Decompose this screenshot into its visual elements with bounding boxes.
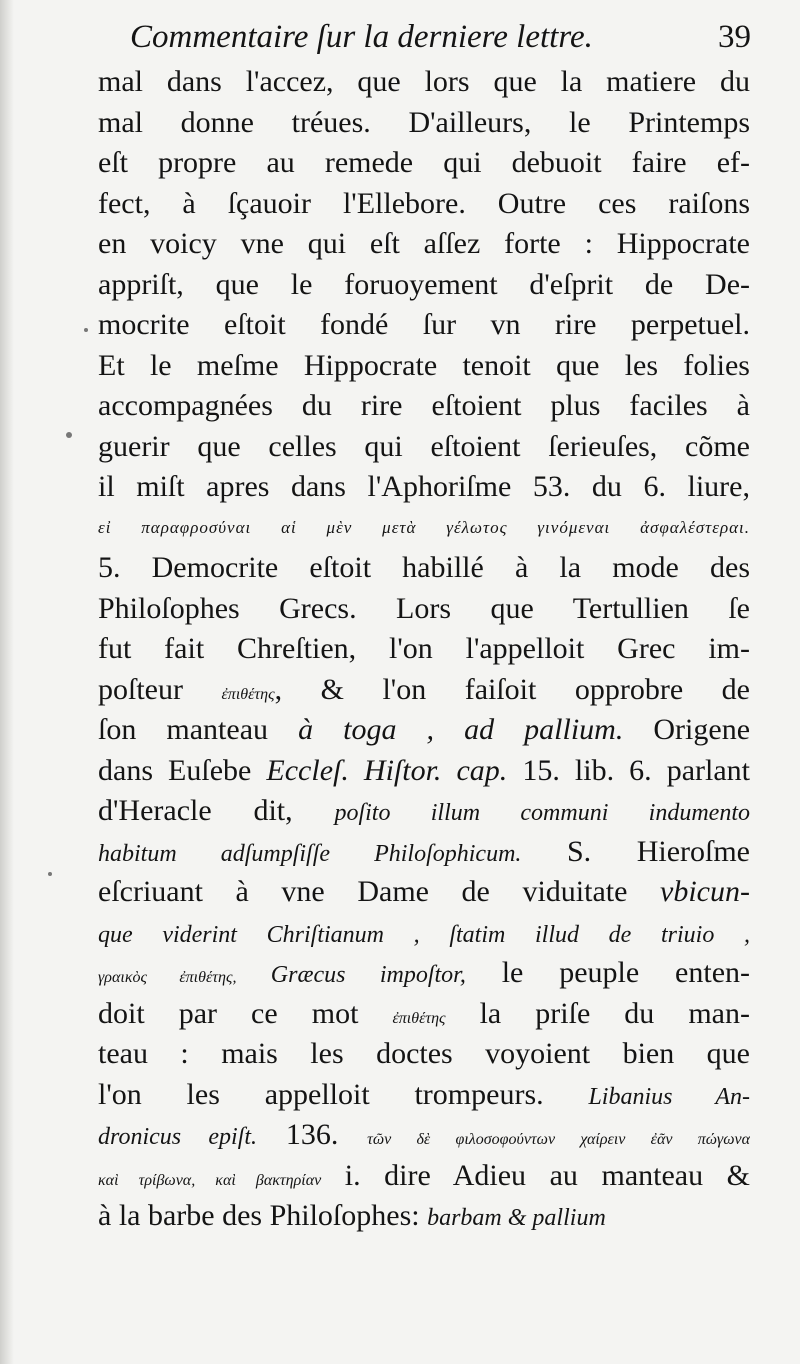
text-line: mocrite eſtoit fondé ſur vn rire perpetuel.	[98, 308, 750, 341]
page-gutter-shadow	[0, 0, 14, 1364]
text-line: fect, à ſçauoir l'Ellebore. Outre ces raiſons	[98, 186, 750, 220]
latin-phrase: à toga , ad pallium.	[298, 713, 624, 746]
greek-quotation-line: εἰ παραφροσύναι αἱ μὲν μετὰ γέλωτος γινόμεναι ἀσφαλέστεραι.	[98, 517, 750, 537]
text-line: καὶ τρίβωνα, καὶ βακτηρίαν i. dire Adieu au manteau &	[98, 1158, 750, 1192]
running-header	[130, 14, 765, 60]
text-line: à la barbe des Philoſophes: barbam & pallium	[98, 1199, 606, 1232]
citation: dronicus epiſt.	[98, 1124, 258, 1150]
text-line: ſon manteau à toga , ad pallium. Origene	[98, 713, 750, 746]
text-line: doit par ce mot ἐπιθέτης la priſe du man-	[98, 996, 750, 1030]
ink-speck	[48, 872, 52, 876]
text-line: il miſt apres dans l'Aphoriſme 53. du 6. liure,	[98, 470, 750, 503]
text-line: poſteur ἐπιθέτης, & l'on faiſoit opprobre de	[98, 672, 750, 706]
text-line: l'on les appelloit trompeurs. Libanius An-	[98, 1077, 750, 1111]
citation: Libanius An-	[588, 1083, 750, 1110]
text-line: appriſt, que le foruoyement d'eſprit de De-	[98, 267, 750, 301]
latin-phrase: vbicun-	[660, 875, 750, 908]
text-line: eſcriuant à vne Dame de viduitate vbicun-	[98, 875, 750, 908]
text-line: habitum adſumpſiſſe Philoſophicum. S. Hieroſme	[98, 834, 750, 868]
greek-word: τῶν δὲ φιλοσοφούντων χαίρειν ἐᾶν πώγωνα	[367, 1131, 750, 1148]
text-line: dans Euſebe Eccleſ. Hiſtor. cap. 15. lib. 6. parlant	[98, 753, 750, 787]
greek-word: ἐπιθέτης	[392, 1009, 446, 1027]
running-title: Commentaire ſur la derniere lettre.	[130, 19, 593, 55]
text-line: d'Heracle dit, poſito illum communi indumento	[98, 794, 750, 827]
latin-phrase: poſito illum communi indumento	[334, 800, 750, 826]
text-line: 5. Democrite eſtoit habillé à la mode des	[98, 551, 750, 584]
latin-phrase: Græcus impoſtor,	[236, 962, 466, 988]
latin-phrase: que viderint Chriſtianum , ſtatim illud de triuio ,	[98, 921, 750, 948]
text-line: Et le meſme Hippocrate tenoit que les folies	[98, 348, 750, 382]
ink-speck	[84, 328, 88, 332]
text-line: mal dans l'accez, que lors que la matiere du	[98, 65, 750, 98]
text-line: dronicus epiſt. 136. τῶν δὲ φιλοσοφούντων χαίρειν ἐᾶν πώγωνα	[98, 1118, 750, 1151]
ink-speck	[66, 432, 72, 438]
text-line: eſt propre au remede qui debuoit faire ef-	[98, 146, 750, 179]
page-number: 39	[718, 19, 751, 55]
text-line	[98, 913, 750, 954]
text-line: fut fait Chreſtien, l'on l'appelloit Grec im-	[98, 632, 750, 665]
greek-word: ἐπιθέτης	[221, 685, 275, 703]
latin-phrase: habitum adſumpſiſſe Philoſophicum.	[98, 840, 522, 867]
text-line: γραικὸς ἐπιθέτης, Græcus impoſtor, le peuple enten-	[98, 956, 750, 989]
latin-phrase: barbam & pallium	[427, 1205, 606, 1231]
greek-word: καὶ τρίβωνα, καὶ βακτηρίαν	[98, 1171, 322, 1189]
text-line: teau : mais les doctes voyoient bien que	[98, 1037, 750, 1070]
citation: Eccleſ. Hiſtor. cap.	[266, 753, 508, 787]
body-text	[98, 62, 750, 1237]
text-line: Philoſophes Grecs. Lors que Tertullien ſe	[98, 591, 750, 625]
text-line: en voicy vne qui eſt aſſez forte : Hippocrate	[98, 227, 750, 260]
text-line: accompagnées du rire eſtoient plus faciles à	[98, 389, 750, 422]
greek-word: γραικὸς ἐπιθέτης,	[98, 969, 237, 986]
text-line: guerir que celles qui eſtoient ſerieuſes, cõme	[98, 429, 750, 463]
text-line: mal donne tréues. D'ailleurs, le Printemps	[98, 105, 750, 139]
